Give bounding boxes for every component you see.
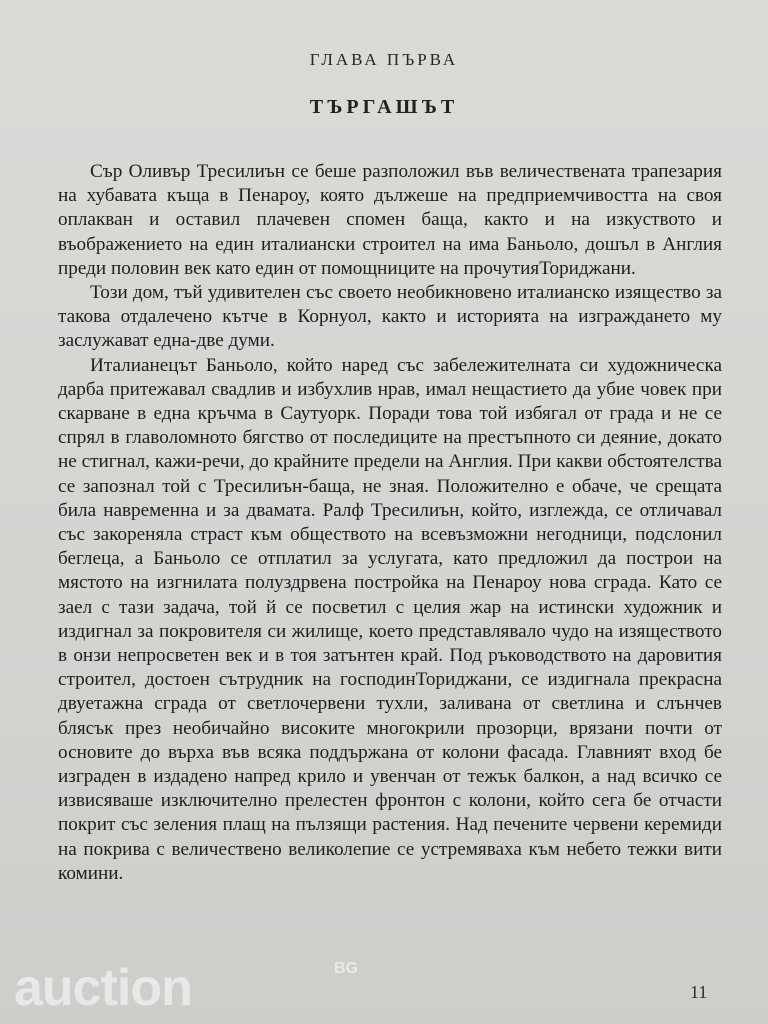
chapter-title: ТЪРГАШЪТ bbox=[309, 96, 459, 118]
page-number: 11 bbox=[690, 982, 708, 1002]
paragraph-3: Италианецът Баньоло, който наред със забележителната си художническа дарба притежавал свадлив и избухлив нрав, имал нещастието да убие човек при скарване в една кръчма в Саутуорк. Поради това той избягал от града и не се спрял в главоломното бягство от последиците на престъпното си деяние, докато не стигнал, кажи-речи, до крайните предели на Англия. При какви обстоятелства се запознал той с Тресилиън-баща, не зная. Положително е обаче, че срещата била навременна и за двамата. Ралф Тресилиън, който, изглежда, се отличавал със закореняла страст към обществото на всевъзможни негодници, подслонил беглеца, а Баньоло се отплатил за услугата, като предложил да построи на мястото на изгнилата полуздрвена постройка на Пенароу нова сграда. Като се заел с тази задача, той й се посветил с целия жар на истински художник и издигнал за покровителя си жилище, което представлявало чудо на изяществото в онзи непросветен век и в тоя затънтен край. Под ръководството на даровития строител, достоен сътрудник на господинТориджани, се издигнала прекрасна двуетажна сграда от светлочервени тухли, заливана от светлина и слънчев блясък през необичайно високите многокрили прозорци, врязани почти от основите до върха във всяка поддържана от колони фасада. Главният вход бе изграден в издадено напред крило и увенчан от тежък балкон, а над всичко се извисяваше изключително прелестен фронтон с колони, който сега бе отчасти покрит със зеления плащ на пълзящи растения. Над печените червени керемиди на покрива с величествено великолепие се устремяваха към небето тежки вити комини. bbox=[58, 354, 722, 884]
watermark-logo: auction bbox=[14, 959, 192, 1017]
paragraph-1: Сър Оливър Тресилиън се беше разположил във величествената трапезария на хубавата къща в Пенароу, която дължеше на предприемчивостта на своя оплакван и оставил плачевен спомен баща, както и на изкуството и въображението на един италиански строител на има Баньоло, дошъл в Англия преди половин век като един от помощниците на прочутияТориджани. bbox=[58, 161, 722, 279]
chapter-label: ГЛАВА ПЪРВА bbox=[309, 50, 459, 69]
watermark-suffix: BG bbox=[334, 960, 358, 977]
body-text bbox=[58, 160, 722, 886]
paragraph-2: Този дом, тъй удивителен със своето необикновено италианско изящество за такова отдалечено кътче в Корнуол, както и историята на изграждането му заслужават една-две думи. bbox=[58, 282, 722, 352]
